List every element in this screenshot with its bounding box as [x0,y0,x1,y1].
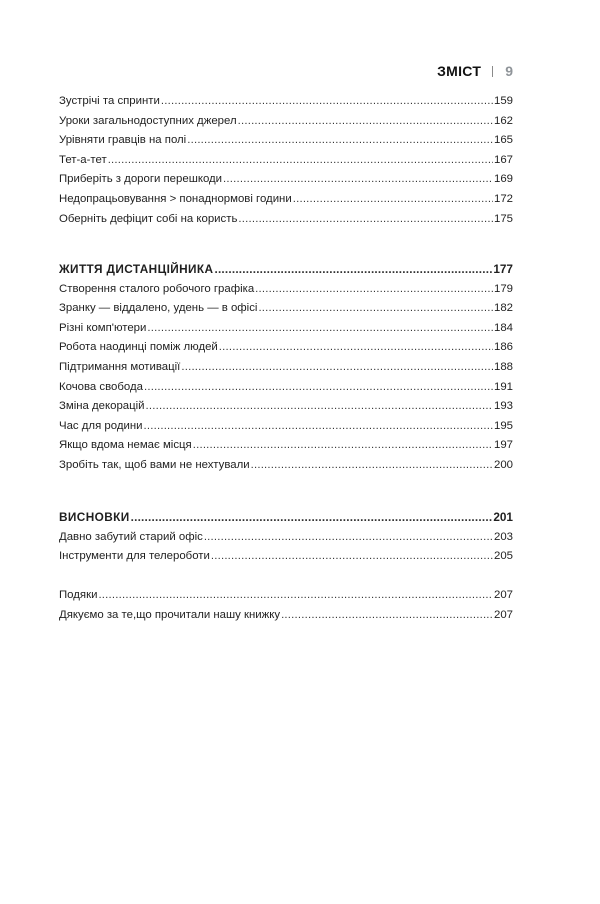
toc-entry-label: Зустрічі та спринти [59,95,160,107]
toc-entry-label: Приберіть з дороги перешкоди [59,173,223,186]
dot-leader [147,319,493,339]
dot-leader [258,299,493,319]
dot-leader [214,260,492,280]
dot-leader [144,417,493,437]
toc-entry-label: Різні комп'ютери [59,321,147,334]
toc-entry[interactable] [59,586,513,606]
toc-entry[interactable] [59,436,513,456]
toc-entry-page: 167 [493,153,513,166]
dot-leader [293,190,493,210]
toc-entry-page: 175 [493,212,513,225]
toc-entry-label: Давно забутий старий офіс [59,530,203,543]
toc-entry[interactable] [59,417,513,437]
toc-entry-page: 179 [493,282,513,295]
dot-leader [146,397,493,417]
toc-group [59,508,513,567]
toc-entry[interactable] [59,456,513,476]
toc-entry-page: 207 [493,608,513,621]
dot-leader [108,151,493,171]
toc-entry[interactable] [59,547,513,567]
page-number: 9 [505,63,513,79]
toc-entry-page: 186 [493,341,513,354]
toc-entry-page: 205 [493,550,513,563]
dot-leader [223,170,493,190]
toc-entry[interactable] [59,338,513,358]
toc-group [59,92,513,229]
toc-entry-page: 197 [493,439,513,452]
toc-entry-label: Недопрацьовування > понаднормові години [59,192,292,205]
toc-entry[interactable] [59,299,513,319]
toc-entry[interactable] [59,92,513,112]
dot-leader [144,378,493,398]
dot-leader [255,280,493,300]
toc-entry-label: Уроки загальнодоступних джерел [59,114,237,127]
dot-leader [238,112,493,132]
toc-entry[interactable] [59,151,513,171]
toc-entry[interactable] [59,131,513,151]
toc-entry-page: 200 [493,458,513,471]
toc-entry-page: 195 [493,419,513,432]
toc-entry-label: Дякуємо за те,що прочитали нашу книжку [59,608,281,621]
toc-entry-page: 193 [493,400,513,413]
dot-leader [281,606,493,626]
toc-entry-label: Оберніть дефіцит собі на користь [59,212,238,225]
dot-leader [161,92,493,112]
toc-chapter-page: 201 [493,510,513,524]
dot-leader [238,210,493,230]
dot-leader [219,338,493,358]
toc-chapter-page: 177 [493,262,513,276]
toc-group [59,260,513,476]
section-title: ЗМІСТ [437,63,482,79]
toc-entry-page: 162 [493,114,513,127]
toc-entry[interactable] [59,319,513,339]
toc-entry-page: 207 [493,589,513,601]
toc-entry[interactable] [59,210,513,230]
toc-chapter[interactable] [59,508,513,528]
dot-leader [131,508,493,528]
toc-entry-label: Подяки [59,589,98,601]
toc-entry[interactable] [59,190,513,210]
toc-entry-label: Зміна декорацій [59,400,145,413]
toc-entry[interactable] [59,397,513,417]
toc-entry-page: 203 [493,530,513,543]
toc-entry[interactable] [59,170,513,190]
dot-leader [193,436,493,456]
dot-leader [187,131,493,151]
toc-chapter[interactable] [59,260,513,280]
toc-entry-label: Якщо вдома немає місця [59,439,192,452]
toc-entry-label: Урівняти гравців на полі [59,134,187,147]
toc-entry[interactable] [59,112,513,132]
toc-entry-label: Тет-а-тет [59,153,107,166]
toc-entry-label: Зранку — віддалено, удень — в офісі [59,302,258,315]
toc-entry-page: 182 [493,302,513,315]
toc-entry[interactable] [59,606,513,626]
dot-leader [251,456,493,476]
toc-chapter-label: ВИСНОВКИ [59,510,130,524]
toc-entry-label: Зробіть так, щоб вами не нехтували [59,458,250,471]
toc-entry-page: 165 [493,134,513,147]
dot-leader [181,358,493,378]
toc-entry-label: Час для родини [59,419,143,432]
toc-entry[interactable] [59,528,513,548]
dot-leader [98,586,493,606]
dot-leader [204,528,493,548]
toc-entry-label: Створення сталого робочого графіка [59,282,255,295]
running-header [437,62,513,80]
toc-entry-label: Підтримання мотивації [59,360,181,373]
toc-entry-page: 191 [493,380,513,393]
toc-entry-label: Кочова свобода [59,380,143,393]
toc-entry[interactable] [59,358,513,378]
toc-entry-page: 184 [493,321,513,334]
toc-entry-page: 159 [493,95,513,107]
header-divider [492,66,493,77]
dot-leader [211,547,493,567]
toc-entry[interactable] [59,378,513,398]
toc-entry[interactable] [59,280,513,300]
toc-entry-page: 188 [493,360,513,373]
toc-entry-label: Інструменти для телероботи [59,550,210,563]
toc-entry-page: 169 [493,173,513,186]
toc-group [59,586,513,625]
toc-entry-page: 172 [493,192,513,205]
toc-chapter-label: ЖИТТЯ ДИСТАНЦІЙНИКА [59,262,214,276]
toc-entry-label: Робота наодинці поміж людей [59,341,218,354]
